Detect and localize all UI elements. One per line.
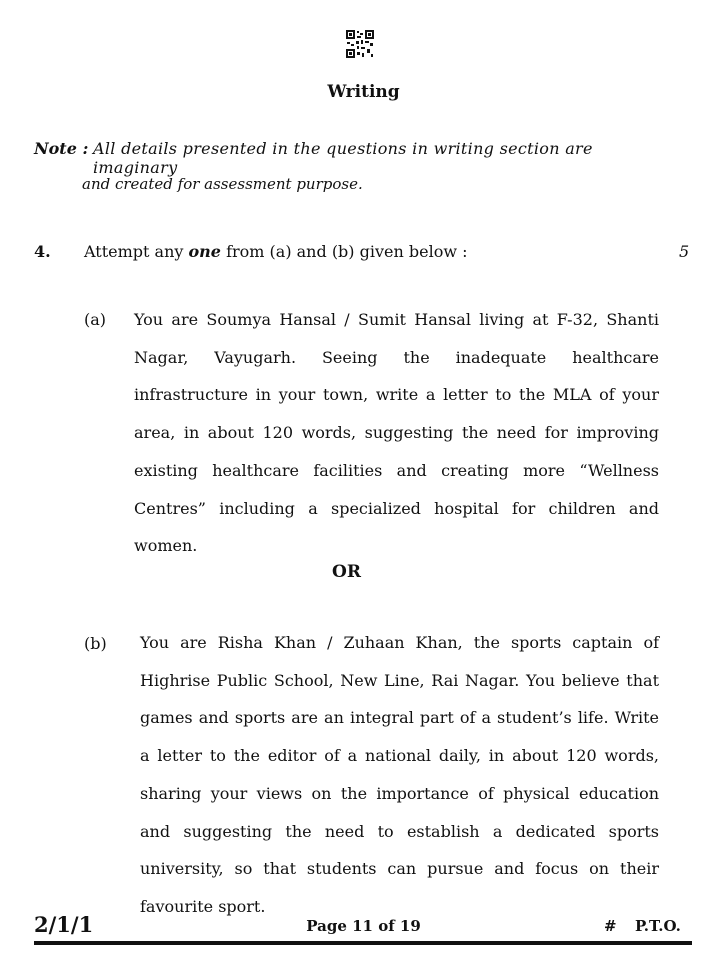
section-title: Writing	[327, 82, 400, 102]
question-prompt-end: from (a) and (b) given below :	[220, 242, 468, 261]
option-b-label: (b)	[84, 634, 107, 653]
note-text-line-2: and created for assessment purpose.	[82, 175, 363, 193]
footer-rule	[34, 941, 692, 945]
note-label: Note :	[34, 139, 89, 158]
note-text-line-1: All details presented in the questions in writing section are imaginary	[93, 139, 593, 177]
page-number: Page 11 of 19	[306, 917, 421, 935]
question-number: 4.	[34, 242, 51, 261]
or-separator: OR	[332, 562, 361, 582]
question-marks: 5	[679, 242, 690, 261]
option-b-text: You are Risha Khan / Zuhaan Khan, the sports captain of Highrise Public School, New Line, Rai Nagar. You believe that games and sports are an integral part of a student’s life. Write a letter to the editor of a national daily, in about 120 words, sharing your views on the importance of physical education and suggesting the need to establish a dedicated sports university, so that students can pursue and focus on their favourite sport.	[140, 633, 659, 916]
option-a-text: You are Soumya Hansal / Sumit Hansal living at F-32, Shanti Nagar, Vayugarh. Seeing the inadequate healthcare infrastructure in your town, write a letter to the MLA of your area, in about 120 words, suggesting the need for improving existing healthcare facilities and creating more “Wellness Centres” including a specialized hospital for children and women.	[134, 310, 659, 556]
footer-hash: #	[604, 917, 617, 935]
qr-code-icon	[346, 30, 374, 58]
pto-label: P.T.O.	[635, 917, 681, 935]
option-a-label: (a)	[84, 310, 107, 329]
paper-code: 2/1/1	[34, 912, 94, 937]
question-prompt-start: Attempt any	[84, 242, 189, 261]
question-prompt	[84, 242, 468, 261]
question-prompt-emphasis: one	[188, 242, 221, 261]
